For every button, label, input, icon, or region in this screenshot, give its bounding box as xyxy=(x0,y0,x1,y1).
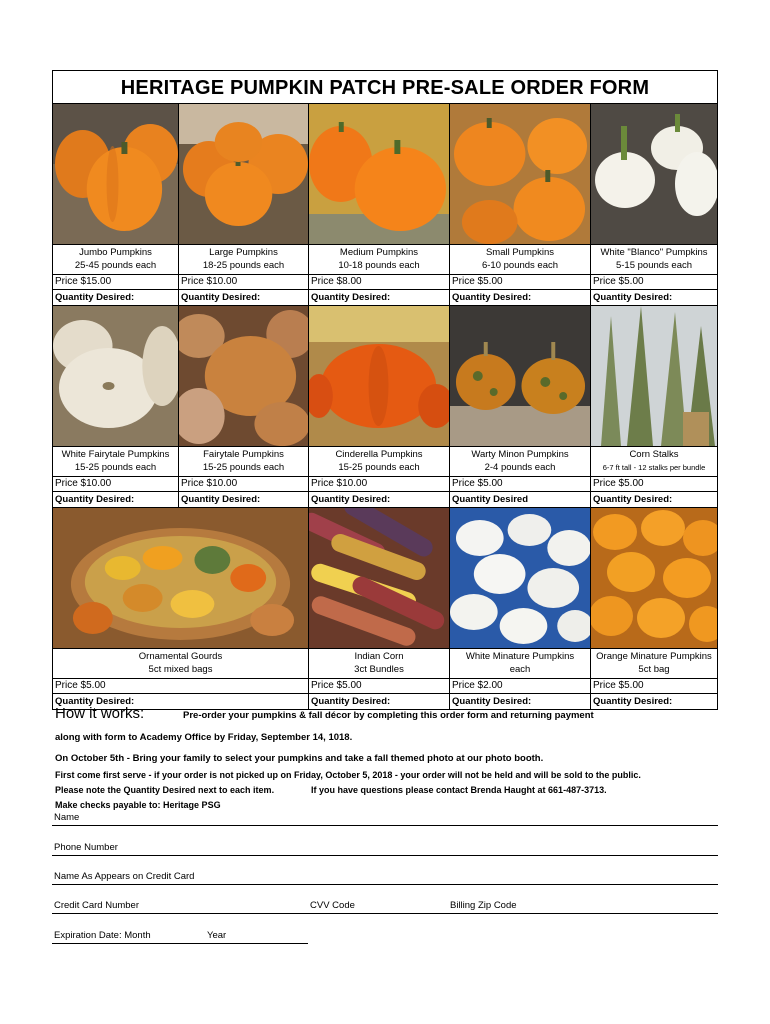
warty-minon-pumpkins-photo xyxy=(450,306,590,446)
product-weight: 18-25 pounds each xyxy=(202,260,285,271)
product-price: Price $5.00 xyxy=(591,678,717,693)
product-price: Price $5.00 xyxy=(591,476,717,491)
product-row-1 xyxy=(53,104,717,306)
quantity-field[interactable]: Quantity Desired: xyxy=(53,289,178,306)
quantity-field[interactable]: Quantity Desired: xyxy=(53,693,308,709)
product-name: White "Blanco" Pumpkins xyxy=(600,247,708,258)
quantity-field[interactable]: Quantity Desired: xyxy=(591,693,717,709)
product-name: Medium Pumpkins xyxy=(339,247,419,258)
product-weight: 25-45 pounds each xyxy=(74,260,157,271)
product-ornamental-gourds xyxy=(53,508,309,709)
product-name: Orange Minature Pumpkins xyxy=(596,651,712,662)
product-weight: 5ct mixed bags xyxy=(148,664,213,675)
name-label: Name xyxy=(54,812,80,823)
ornamental-gourds-photo xyxy=(53,508,308,648)
card-name-field-line[interactable] xyxy=(52,884,718,885)
product-name: Jumbo Pumpkins xyxy=(79,247,152,258)
product-corn-stalks xyxy=(591,306,717,508)
how-line-2: along with form to Academy Office by Friday, September 14, 1018. xyxy=(55,732,353,743)
indian-corn-photo xyxy=(309,508,449,648)
product-weight: 5ct bag xyxy=(638,664,670,675)
product-weight: 10-18 pounds each xyxy=(338,260,420,271)
white-minature-pumpkins-photo xyxy=(450,508,590,648)
product-price: Price $8.00 xyxy=(309,274,449,289)
product-cinderella-pumpkins xyxy=(309,306,450,508)
expiration-field-line[interactable] xyxy=(52,943,308,944)
product-small-pumpkins xyxy=(450,104,591,306)
white-blanco-pumpkins-photo xyxy=(591,104,717,244)
card-number-label: Credit Card Number xyxy=(54,900,139,911)
product-weight: 5-15 pounds each xyxy=(615,260,693,271)
fairytale-pumpkins-photo xyxy=(179,306,308,446)
quantity-field[interactable]: Quantity Desired: xyxy=(179,289,308,306)
phone-label: Phone Number xyxy=(54,842,118,853)
small-pumpkins-photo xyxy=(450,104,590,244)
product-name: Warty Minon Pumpkins xyxy=(471,449,569,460)
how-line-6: Make checks payable to: Heritage PSG xyxy=(55,800,221,810)
product-name: Large Pumpkins xyxy=(209,247,278,258)
product-name: Ornamental Gourds xyxy=(138,651,223,662)
quantity-field[interactable]: Quantity Desired: xyxy=(53,491,178,508)
product-weight: 6-7 ft tall - 12 stalks per bundle xyxy=(602,463,706,472)
product-price: Price $10.00 xyxy=(179,274,308,289)
product-orange-minature-pumpkins xyxy=(591,508,717,709)
jumbo-pumpkins-photo xyxy=(53,104,178,244)
quantity-field[interactable]: Quantity Desired: xyxy=(179,491,308,508)
expiration-month-label: Expiration Date: Month xyxy=(54,930,151,941)
product-price: Price $5.00 xyxy=(53,678,308,693)
product-white-fairytale-pumpkins xyxy=(53,306,179,508)
quantity-field[interactable]: Quantity Desired: xyxy=(309,693,449,709)
product-jumbo-pumpkins xyxy=(53,104,179,306)
product-weight: 15-25 pounds each xyxy=(202,462,285,473)
product-price: Price $2.00 xyxy=(450,678,590,693)
product-weight: 15-25 pounds each xyxy=(74,462,157,473)
product-fairytale-pumpkins xyxy=(179,306,309,508)
quantity-field[interactable]: Quantity Desired: xyxy=(591,289,717,306)
product-indian-corn xyxy=(309,508,450,709)
how-line-5b: If you have questions please contact Brenda Haught at 661-487-3713. xyxy=(311,785,607,795)
how-line-1: Pre-order your pumpkins & fall décor by completing this order form and returning payment xyxy=(183,710,594,721)
how-line-3: On October 5th - Bring your family to select your pumpkins and take a fall themed photo at our photo booth. xyxy=(55,753,544,764)
product-medium-pumpkins xyxy=(309,104,450,306)
order-form-table xyxy=(52,70,718,710)
how-it-works-heading: How it works: xyxy=(55,705,145,722)
product-price: Price $5.00 xyxy=(309,678,449,693)
card-name-label: Name As Appears on Credit Card xyxy=(54,871,195,882)
how-line-5a: Please note the Quantity Desired next to each item. xyxy=(55,785,275,795)
product-weight: 3ct Bundles xyxy=(354,664,404,675)
quantity-field[interactable]: Quantity Desired: xyxy=(450,693,590,709)
product-name: White Fairytale Pumpkins xyxy=(61,449,170,460)
cvv-label: CVV Code xyxy=(310,900,355,911)
product-name: Fairytale Pumpkins xyxy=(203,449,284,460)
cinderella-pumpkins-photo xyxy=(309,306,449,446)
product-price: Price $5.00 xyxy=(450,274,590,289)
product-large-pumpkins xyxy=(179,104,309,306)
product-weight: 6-10 pounds each xyxy=(481,260,559,271)
product-white-minature-pumpkins xyxy=(450,508,591,709)
card-number-field-line[interactable] xyxy=(52,913,718,914)
product-weight: 15-25 pounds each xyxy=(338,462,420,473)
white-fairytale-pumpkins-photo xyxy=(53,306,178,446)
form-title: HERITAGE PUMPKIN PATCH PRE-SALE ORDER FORM xyxy=(53,71,717,104)
product-row-3 xyxy=(53,508,717,709)
corn-stalks-photo xyxy=(591,306,717,446)
product-name: Corn Stalks xyxy=(629,449,679,460)
product-row-2 xyxy=(53,306,717,508)
quantity-field[interactable]: Quantity Desired: xyxy=(309,491,449,508)
quantity-field[interactable]: Quantity Desired: xyxy=(591,491,717,508)
billing-zip-label: Billing Zip Code xyxy=(450,900,517,911)
quantity-field[interactable]: Quantity Desired: xyxy=(309,289,449,306)
product-price: Price $5.00 xyxy=(591,274,717,289)
how-it-works-section xyxy=(55,704,735,813)
product-weight: 2-4 pounds each xyxy=(484,462,556,473)
product-white-blanco-pumpkins xyxy=(591,104,717,306)
large-pumpkins-photo xyxy=(179,104,308,244)
product-warty-minon-pumpkins xyxy=(450,306,591,508)
how-line-4: First come first serve - if your order is not picked up on Friday, October 5, 2018 - your order will not be held and will be sold to the public. xyxy=(55,770,641,780)
phone-field-line[interactable] xyxy=(52,855,718,856)
product-name: Cinderella Pumpkins xyxy=(335,449,423,460)
product-price: Price $5.00 xyxy=(450,476,590,491)
expiration-year-label: Year xyxy=(207,930,227,941)
product-weight: each xyxy=(509,664,531,675)
product-price: Price $15.00 xyxy=(53,274,178,289)
quantity-field[interactable]: Quantity Desired: xyxy=(450,289,590,306)
product-name: Small Pumpkins xyxy=(485,247,555,258)
orange-minature-pumpkins-photo xyxy=(591,508,717,648)
medium-pumpkins-photo xyxy=(309,104,449,244)
name-field-line[interactable] xyxy=(52,825,718,826)
product-price: Price $10.00 xyxy=(309,476,449,491)
product-name: Indian Corn xyxy=(354,651,404,662)
quantity-field[interactable]: Quantity Desired xyxy=(450,491,590,508)
product-price: Price $10.00 xyxy=(179,476,308,491)
product-name: White Minature Pumpkins xyxy=(465,651,575,662)
product-price: Price $10.00 xyxy=(53,476,178,491)
